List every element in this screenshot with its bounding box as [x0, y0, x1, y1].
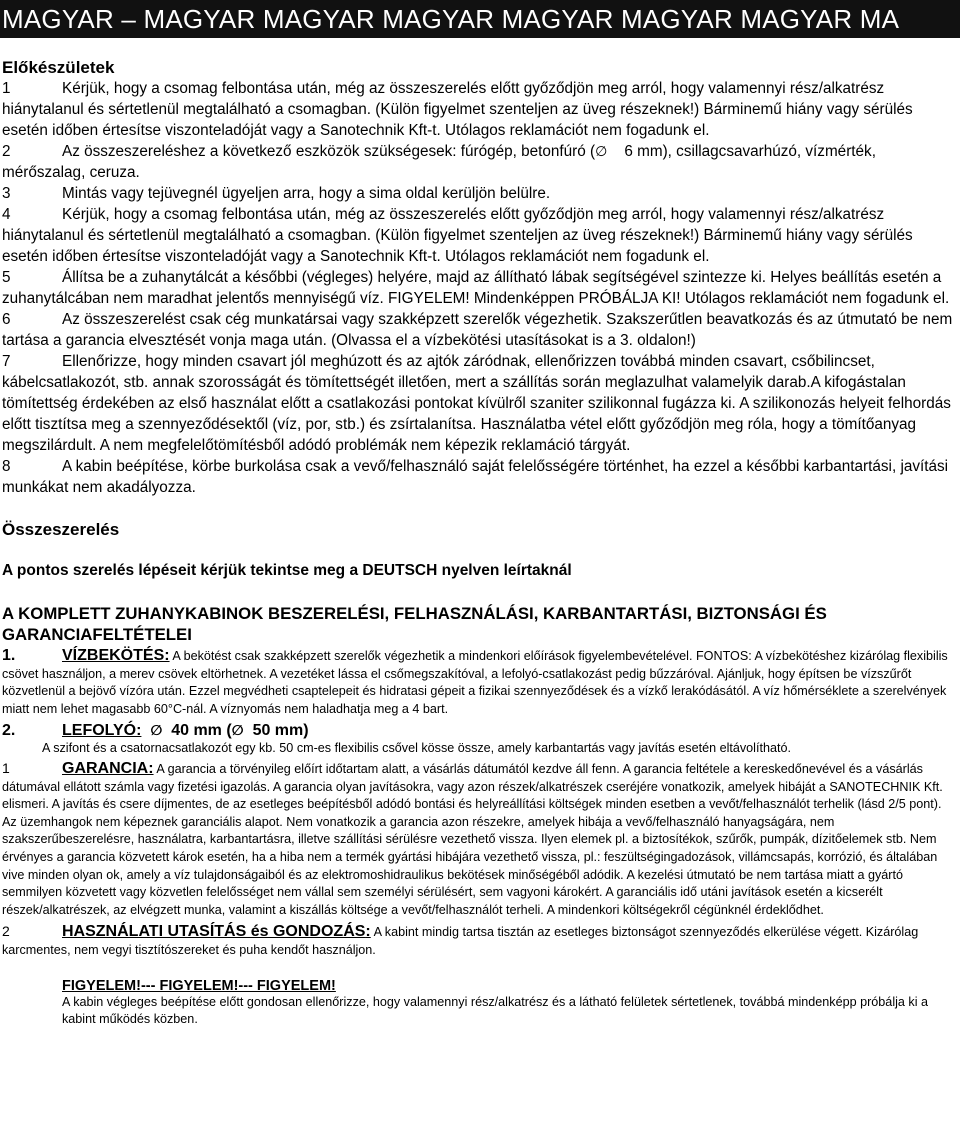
water-connection-title: VÍZBEKÖTÉS: [62, 647, 170, 664]
attention-title: FIGYELEM!--- FIGYELEM!--- FIGYELEM! [62, 977, 336, 994]
diameter-icon: ∅ [595, 143, 608, 159]
list-item-3: 3 Mintás vagy tejüvegnél ügyeljen arra, hogy a sima oldal kerüljön belülre. [2, 185, 551, 202]
list-item-2: 2 Az összeszereléshez a következő eszközök szükségesek: fúrógép, betonfúró (∅ 6 mm), csillagcsavarhúzó, vízmérték, mérőszalag, ceruza. [2, 143, 876, 181]
assembly-title: Összeszerelés [2, 520, 120, 539]
drain-text: A szifont és a csatornacsatlakozót egy kb. 50 cm-es flexibilis csővel kösse össze, amely karbantartás vagy javítás esetén eltávolítható. [42, 741, 791, 756]
list-item-5: 5 Állítsa be a zuhanytálcát a későbbi (végleges) helyére, majd az állítható lábak segítségével szintezze ki. Helyes beállítás esetén a zuhanytálcában nem maradhat jelentős mennyiségű víz. FIGYELEM! Mindenképpen PRÓBÁLJA KI! Utólagos reklamációt nem fogadunk el. [2, 269, 950, 307]
language-banner: MAGYAR – MAGYAR MAGYAR MAGYAR MAGYAR MAGYAR MAGYAR MA [0, 0, 960, 38]
diameter-icon: ∅ [231, 722, 244, 739]
list-item-8: 8 A kabin beépítése, körbe burkolása csak a vevő/felhasználó saját felelősségére történhet, ha ezzel a későbbi karbantartási, javítási munkákat nem akadályozza. [2, 458, 949, 496]
deutsch-note: A pontos szerelés lépéseit kérjük tekintse meg a DEUTSCH nyelven leírtaknál [2, 562, 572, 579]
water-connection-section: 1. VÍZBEKÖTÉS: A bekötést csak szakképzett szerelők végezhetik a mindenkori előírások figyelembevételével. FONTOS: A vízbekötéshez kizárólag flexibilis csövet használjon, a merev csövek eltörhetnek. A vezetéket lássa el csőmegszakítóval, a lefolyó-csatlakozást pedig bűzzáróval. Ajánljuk, hogy építsen be vízszűrőt közvetlenül a bejövő vízóra után. Ezzel megvédheti csaptelepeit és hidratasi gépeit a fizikai szennyeződések és a vízkő lerakódásától. A víz hőmérséklete a szerelvények miatt nem lehet magasabb 60°C-nál. A víznyomás nem haladhatja meg a 4 bart. [2, 647, 948, 716]
document-body [0, 38, 960, 1029]
diameter-icon: ∅ [150, 722, 163, 739]
usage-section: 2 HASZNÁLATI UTASÍTÁS és GONDOZÁS: A kabint mindig tartsa tisztán az esetleges biztonságot szennyeződés elkerülése végett. Kizárólag karcmentes, nem vegyi tisztítószereket és puha kendőt használjon. [2, 923, 919, 957]
list-item-1: 1 Kérjük, hogy a csomag felbontása után, még az összeszerelés előtt győződjön meg arról, hogy valamennyi rész/alkatrész hiánytalanul és sértetlenül megtalálható a csomagban. (Külön figyelmet szenteljen az üveg részeknek!) Bárminemű hiány vagy sérülés esetén időben értesítse viszonteladóját vagy a Sanotechnik Kft-t. Utólagos reklamációt nem fogadunk el. [2, 80, 913, 139]
list-item-7: 7 Ellenőrizze, hogy minden csavart jól meghúzott és az ajtók záródnak, ellenőrizzen továbbá minden csavart, csőbilincset, kábelcsatlakozót, stb. annak szorosságát és tömítettségét illetően, mert a szállítás során meglazulhat valamelyik darab.A kifogástalan tömítettség érdekében az első használat előtt a csatlakozási pontokat kívülről szaniter szilikonnal fugázza ki. A szilikonozás helyeit felhordás előtt tisztítsa meg a szennyeződésektől (víz, por, stb.) és zsírtalanítsa. Használatba vétel előtt győződjön meg róla, hogy a tömítőanyag megszilárdult. A nem megfelelőtömítésből adódó problémák nem képezik reklamáció tárgyát. [2, 353, 951, 454]
attention-text: A kabin végleges beépítése előtt gondosan ellenőrizze, hogy valamennyi rész/alkatrész és a látható felületek sértetlenek, továbbá mindenképp próbálja ki a kabint működés közben. [62, 994, 929, 1027]
list-item-4: 4 Kérjük, hogy a csomag felbontása után, még az összeszerelés előtt győződjön meg arról, hogy valamennyi rész/alkatrész hiánytalanul és sértetlenül megtalálható a csomagban. (Külön figyelmet szenteljen az üveg részeknek!) Bárminemű hiány vagy sérülés esetén időben értesítse viszonteladóját vagy a Sanotechnik Kft-t. Utólagos reklamációt nem fogadunk el. [2, 206, 913, 265]
warranty-title: GARANCIA: [62, 759, 154, 777]
list-item-6: 6 Az összeszerelést csak cég munkatársai vagy szakképzett szerelők végezhetik. Szakszerűtlen beavatkozás és az útmutató be nem tartása a garancia elvesztését vonja maga után. (Olvassa el a vízbekötési utasításokat is a 3. oldalon!) [2, 311, 953, 349]
drain-section: 2. LEFOLYÓ: ∅ 40 mm (∅ 50 mm) [2, 722, 309, 740]
usage-title: HASZNÁLATI UTASÍTÁS és GONDOZÁS [62, 923, 366, 941]
warranty-section: 1 GARANCIA: A garancia a törvényileg előírt időtartam alatt, a vásárlás dátumától kezdve áll fenn. A garancia feltétele a kereskedőnevével és a vásárlás dátumával ellátott számla vagy fizetési igazolás. A garancia olyan javításokra, vagy azon részek/alkatrészek cseréjére vonatkozik, amelyek hibáját a SANOTECHNIK Kft. elismeri. A javítás és csere díjmentes, de az esetleges beépítésből adódó bontási és helyreállítási költségek minden esetben a vevőt/felhasználót terhelik (lásd 2/5 pont). Az üzemhangok nem képeznek garanciális alapot. Nem vonatkozik a garancia azon részekre, amelyek hibája a vevő/felhasználó hanyagságára, nem szakszerűbeszerelésre, használatra, karbantartásra, illetve szállítási sérülésre vezethető vissza. Ilyen elemek pl. a biztosítékok, szűrők, pumpák, dízitőelemek stb. Nem érvényes a garancia közvetett károk esetén, ha a hiba nem a termék gyártási hibájára vezethető vissza, pl.: feszültségingadozások, villámcsapás, korrózió, és általában vive minden olyan ok, amely a víz tulajdonságaiból és az elektromoshidraulikus bekötések minőségéből adódik. A kezelési útmutató be nem tartása miatt a gyártó semmilyen közvetett vagy közvetlen felelősséget nem vállal sem személyi sérülésért, sem vagyoni károkért. A garanciális idő utáni javítások esetén a kicserélt részek/alkatrészek, az elvégzett munka, valamint a kiszállás költsége a vevőt/felhasználót terheli. A mindenkori költségekről cégünknél érdeklődhet. [2, 759, 943, 917]
drain-title: LEFOLYÓ: [62, 722, 142, 740]
terms-title: A KOMPLETT ZUHANYKABINOK BESZERELÉSI, FELHASZNÁLÁSI, KARBANTARTÁSI, BIZTONSÁGI ÉS GARANCIAFELTÉTELEI [2, 604, 827, 644]
preparation-title: Előkészületek [2, 58, 115, 77]
